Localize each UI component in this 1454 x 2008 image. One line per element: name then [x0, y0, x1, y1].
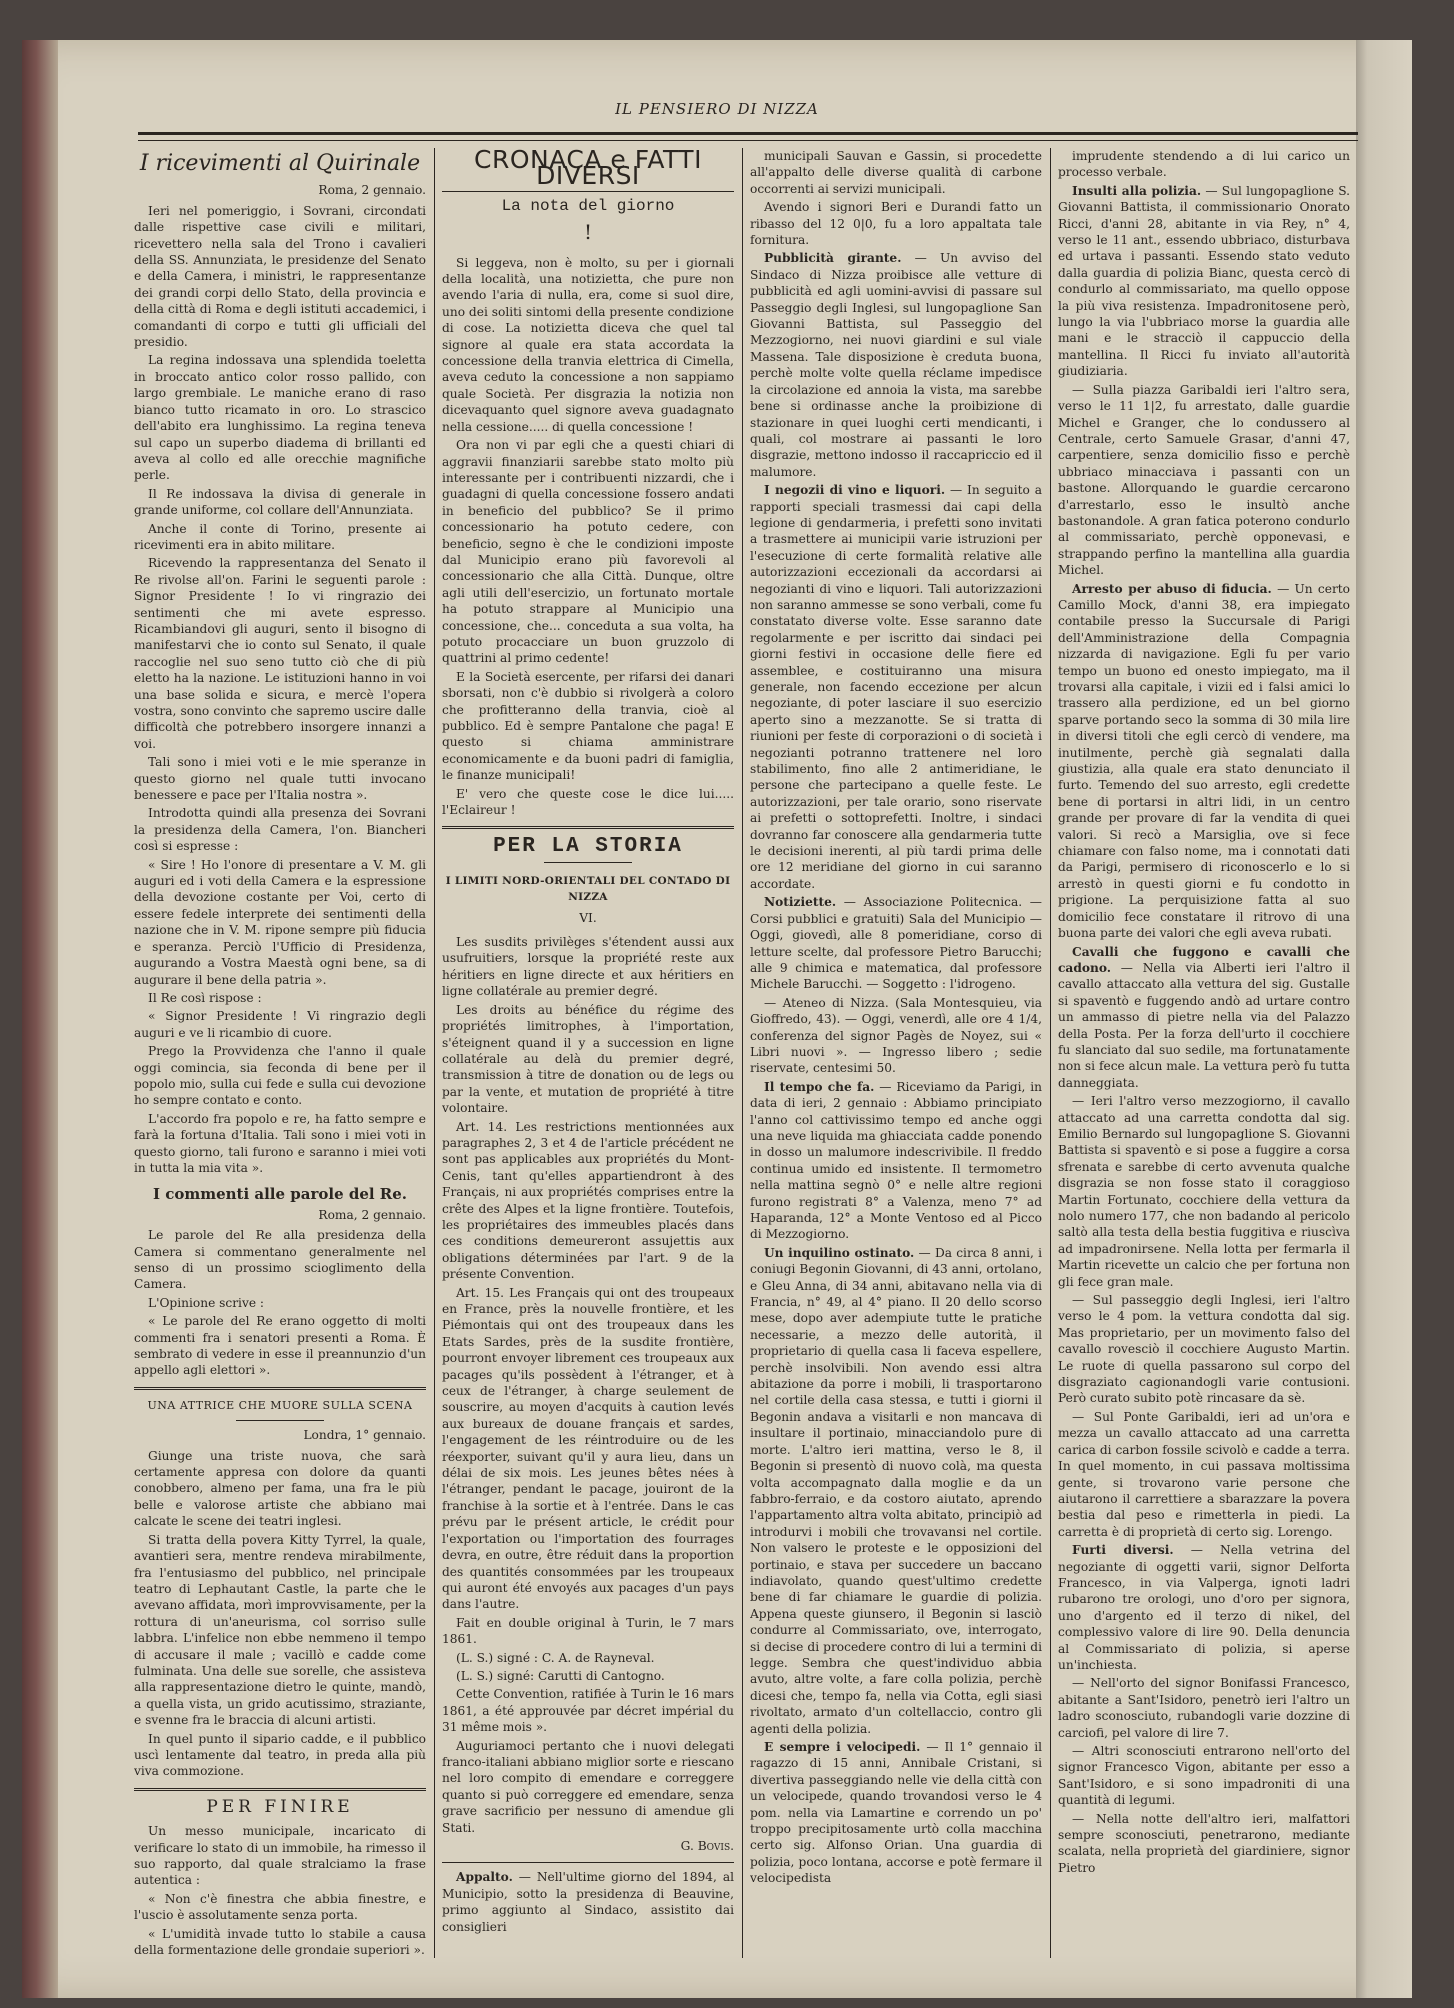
column-3 [750, 148, 1042, 1958]
article-body [134, 1448, 426, 1780]
article-subtitle: I LIMITI NORD-ORIENTALI DEL CONTADO DI NIZZA [445, 874, 731, 904]
news-item [1058, 1409, 1350, 1540]
item-text: — Ieri l'altro verso mezzogiorno, il cavallo attaccato ad una carretta condotta dal sig. Emilio Bernardo sul lungopaglione S. Giovanni Battista si spaventò e si pose a fuggire a corsa sfrenata e sarebbe di certo avvenuta qualche disgrazia se non fosse stato il coraggioso Martin Fortunato, cocchiere della vettura da nolo numero 177, che non badando al pericolo saltò alla testa della bestia fuggitiva e riuscìva ad impadronirsene. Nella lotta per fermarla il Martin ricevette un calcio che per fortuna non gli fece gran male. [1058, 1094, 1350, 1289]
paragraph: « Non c'è finestra che abbia finestre, e l'uscio è assolutamente senza porta. [134, 1891, 426, 1923]
paragraph: In quel punto il sipario cadde, e il pubblico uscì lentamente dal teatro, in preda alla più viva commozione. [134, 1731, 426, 1779]
news-item [750, 1739, 1042, 1887]
paragraph: « L'umidità invade tutto lo stabile a causa della formentazione delle grondaie superiori ». [134, 1926, 426, 1958]
item-text: — Da circa 8 anni, i coniugi Begonin Giovanni, di 43 anni, ortolano, e Gleu Anna, di 34 anni, abitavano nella via di Francia, n° 49, al 4° piano. Il 20 dello scorso mese, dopo aver adempiute tutte le pratiche necessarie, a mezzo delle autorità, il proprietario di quella casa li faceva espellere, perchè insolvibili. Non avendo essi altra abitazione da porre i mobili, li trasportarono nel cortile della casa stessa, e tutti i giorni il Begonin andava a visitarli e non mancava di insultare il portinaio, minacciandolo pure di morte. L'altro ieri mattina, verso le 8, il Begonin si presentò di nuovo colà, ma questa volta accompagnato dalla moglie e da un fabbro-ferraio, e da costoro aiutato, aprendo l'appartamento altra volta abitato, principiò ad introdurvi i mobili che trovavansi nel cortile. Non valsero le proteste e le opposizioni del portinaio, e stava per succedere un baccano indiavolato, quando quest'ultimo credette bene di far chiamare le guardie di polizia. Appena queste giunsero, il Begonin si lasciò condurre al Commissariato, ove, interrogato, si decise di procedere contro di lui a termini di legge. Sembra che quest'individuo abbia avuto, altre volte, a fare colla polizia, perchè dicesi che, tempo fa, nella via Cotta, egli siasi rivoltato, armato d'un coltellaccio, contro gli agenti della polizia. [750, 1245, 1042, 1736]
paragraph: « Signor Presidente ! Vi ringrazio degli auguri e ve li ricambio di cuore. [134, 1009, 426, 1040]
article-body [1058, 148, 1350, 181]
item-text: — Nella via Alberti ieri l'altro il cavallo attaccato alla vettura del sig. Gustalle si spaventò e fuggendo andò ad urtare contro un ammasso di pietre nella via del Palazzo della Posta. Per la forza dell'urto il cocchiere fu slanciato dal suo sedile, ma fortunatamente non si fece alcun male. La vettura però fu tutta danneggiata. [1058, 960, 1350, 1090]
item-lead: Furti diversi. [1072, 1543, 1174, 1558]
paragraph: Un messo municipale, incaricato di verificare lo stato di un immobile, ha rimesso il suo rapporto, dal quale stralciamo la frase autentica : [134, 1824, 426, 1888]
dateline: Roma, 2 gennaio. [318, 1207, 426, 1222]
item-text: — Altri sconosciuti entrarono nell'orto del signor Francesco Vigon, abitante per esso a Sant'Isidoro, e si sono impadroniti di una quantità di legumi. [1058, 1744, 1350, 1808]
paragraph: Il Re indossava la divisa di generale in grande uniforme, col collare dell'Annunziata. [134, 486, 426, 518]
item-text: — Un certo Camillo Mock, d'anni 38, era impiegato contabile presso la Succursale di Parigi dell'Amministrazione della Compagnia nizzarda di navigazione. Egli fu per vario tempo un buono ed onesto impiegato, ma il trovarsi alla capitale, i vizii ed i falsi amici lo trassero alla perdizione, ed un bel giorno sparve portando seco la somma di 30 mila lire in diversi titoli che egli cercò di vendere, ma inutilmente, perchè già segnalati dalla giustizia, alla quale era stato denunciato il furto. Temendo del suo arresto, egli credette bene di portarsi in altri lidi, in un centro grande per provare di far la vendita di quei valori. Si recò a Marsiglia, ove si fece chiamare con falso nome, ma i connotati dati da Parigi, permisero di riconoscerlo e lo si arrestò in questi giorni e fu condotto in prigione. La perquisizione fatta al suo domicilio fece constatare il ritrovo di una buona parte dei valori che egli aveva rubati. [1058, 581, 1350, 941]
item-text: — Nell'orto del signor Bonifassi Francesco, abitante a Sant'Isidoro, penetrò ieri l'altro un ladro sconosciuto, rubandogli varie dozzine di carciofi, pel valore di lire 7. [1058, 1676, 1350, 1740]
title-rule [544, 862, 632, 863]
item-text: — Il 1° gennaio il ragazzo di 15 anni, Annibale Cristani, si divertiva passeggiando nelle vie della città con un velocipede, quando trovandosi verso le 4 pom. nella via Lamartine e correndo un po' troppo precipitosamente urtò colla macchina certo sig. Alfonso Orian. Una guardia di polizia, poco lontana, accorse e potè fermare il velocipedista [750, 1740, 1042, 1886]
binding-spine [22, 40, 58, 1998]
news-item [750, 250, 1042, 480]
item-text: — Nella notte dell'altro ieri, malfattori sempre sconosciuti, penetrarono, mediante scalata, nella proprietà del giardiniere, signor Pietro [1058, 1811, 1350, 1875]
section-rule [134, 1788, 426, 1791]
item-text: — Riceviamo da Parigi, in data di ieri, 2 gennaio : Abbiamo principiato l'anno col cattivissimo tempo ed anche oggi una neve liquida ma ghiacciata cadde ponendo in dosso un malumore indescrivibile. Il freddo continua umido ed insistente. Il termometro nella mattina segnò 0° e nelle altre regioni furono registrati 8° a Valenza, meno 7° ad Haparanda, 12° a Monte Ventoso ed al Picco di Mezzogiorno. [750, 1079, 1042, 1242]
item-lead: I negozii di vino e liquori. [764, 483, 946, 498]
part-number: VI. [579, 910, 597, 925]
section-rule [134, 1387, 426, 1390]
paragraph: Les susdits privilèges s'étendent aussi aux usufruitiers, lorsque la propriété reste aux héritiers en ligne directe et aux héritiers en ligne collatérale au premier degré. [442, 935, 734, 999]
item-lead: Pubblicità girante. [764, 251, 902, 266]
article-title: UNA ATTRICE CHE MUORE SULLA SCENA [147, 1398, 413, 1412]
item-lead: Insulti alla polizia. [1072, 183, 1202, 198]
news-item [750, 482, 1042, 892]
item-text: — Nell'ultime giorno del 1894, al Municipio, sotto la presidenza di Beauvine, primo aggiunto al Sindaco, assistito dai consiglieri [442, 1870, 734, 1934]
paragraph: Le parole del Re alla presidenza della Camera si commentano generalmente nel senso di un prossimo scioglimento della Camera. [134, 1228, 426, 1292]
paragraph: E' vero che queste cose le dice lui..... l'Eclaireur ! [442, 786, 734, 818]
paragraph: Ieri nel pomeriggio, i Sovrani, circondati dalle rispettive case civili e militari, ricevettero nella sala del Trono i cavalieri della SS. Annunziata, le presidenze del Senato e della Camera, i ministri, le rappresentanze dei grandi corpi dello Stato, della provincia e della città di Roma e degli istituti accademici, i comandanti di corpo e tutti gli ufficiali del presidio. [134, 203, 426, 350]
paragraph: imprudente stendendo a di lui carico un processo verbale. [1058, 149, 1350, 180]
paragraph: Prego la Provvidenza che l'anno il quale oggi comincia, sia feconda di bene per il popolo mio, sulla cui fede e sulla cui devozione ho sempre contato e conto. [134, 1044, 426, 1108]
column-rule [434, 148, 435, 1958]
item-lead: Il tempo che fa. [764, 1079, 875, 1094]
paragraph: Art. 15. Les Français qui ont des troupeaux en France, près la nouvelle frontière, et les Piémontais qui ont des troupeaux dans les Etats Sardes, près de la susdite frontière, pourront envoyer librement ces troupeaux aux pacages qu'ils possèdent à l'étranger, et à ceux de l'étranger, à charge seulement de souscrire, au moyen d'acquits à caution levés aux bureaux de douane français et sardes, l'engagement de les réintroduire ou de les réexporter, suivant qu'il y aura lieu, dans un délai de six mois. Les jeunes bêtes nées à l'étranger, pendant le pacage, jouiront de la franchise à la sortie et à l'entrée. Dans le cas prévu par le présent article, le crédit pour l'exportation ou l'importation des fourrages devra, en outre, être réduit dans la proportion des quantités consommées par les troupeaux qui auront été envoyés aux pacages d'un pays dans l'autre. [442, 1285, 734, 1612]
paragraph: Ricevendo la rappresentanza del Senato il Re rivolse all'on. Farini le seguenti parole : Signor Presidente ! Io vi ringrazio dei sentimenti che mi avete espresso. Ricambiandovi gli auguri, sento il bisogno di manifestarvi che io conto sul Senato, il quale raccoglie nel suo seno tutto ciò che di più eletto ha la nazione. Le istituzioni hanno in voi una base solida e sicura, e mercè l'opera vostra, sono convinto che sapremo uscire dalle difficoltà che potrebbero insorgere innanzi a voi. [134, 556, 426, 751]
article-body [134, 1823, 426, 1958]
paragraph: (L. S.) signé: Carutti di Cantogno. [456, 1668, 665, 1683]
article-title: I ricevimenti al Quirinale [139, 151, 421, 176]
news-item [750, 1079, 1042, 1243]
paragraph: E la Società esercente, per rifarsi dei danari sborsati, non c'è dubbio si rivolgerà a coloro che profitteranno della tranvia, cioè al pubblico. Ed è sempre Pantalone che paga! E questo si chiama amministrare economicamente e da buoni padri di famiglia, le finanze municipali! [442, 669, 734, 783]
news-item [1058, 1292, 1350, 1407]
item-text: — In seguito a rapporti speciali trasmessi dai capi della legione di gendarmeria, i prefetti sono invitati a trasmettere ai municipii varie istruzioni per l'esecuzione di certe formalità relative alle autorizzazioni eccezionali da accordarsi ai negozianti di vino e liquori. Tali autorizzazioni non saranno ammesse se sono verbali, come fu constatato diverse volte. Esse saranno date regolarmente e per iscritto dai sindaci pei giorni festivi in occasione delle fiere ed assemblee, e costituiranno una misura generale, non facendo eccezione per alcun negoziante, di poter lasciare il suo esercizio aperto sino a mezzanotte. Se si tratta di riunioni per feste di corporazioni o di società i negozianti potranno trattenere nel loro stabilimento, fino alle 2 antimeridiane, le persone che partecipano a quelle feste. Le autorizzazioni, per tale orario, sono riservate ai prefetti o sottoprefetti. Inoltre, i sindaci dovranno far conoscere alla gendarmeria tutte le decisioni inerenti, al più tardi prima delle ore 12 meridiane del giorno in cui saranno accordate. [750, 483, 1042, 891]
news-items [750, 250, 1042, 1886]
paragraph: « Le parole del Re erano oggetto di molti commenti fra i senatori presenti a Roma. È sembrato di vedere in esse il preannunzio d'un appello agli elettori ». [134, 1314, 426, 1378]
column-1 [134, 148, 426, 1958]
paragraph: (L. S.) signé : C. A. de Rayneval. [456, 1650, 655, 1665]
news-item [750, 995, 1042, 1077]
dateline: Londra, 1° gennaio. [303, 1428, 426, 1443]
item-text: — Ateneo di Nizza. (Sala Montesquieu, via Gioffredo, 43). — Oggi, venerdì, alle ore 4 1/4, conferenza del signor Pagès de Noyez, sui « Libri nuovi ». — Ingresso libero ; sedie riservate, centesimi 50. [750, 995, 1042, 1076]
news-item [750, 894, 1042, 992]
paragraph: Art. 14. Les restrictions mentionnées aux paragraphes 2, 3 et 4 de l'article précédent ne sont pas applicables aux propriétés du Mont-Cenis, tant qu'elles appartiendront à des Français, ni aux propriétés comprises entre la crête des Alpes et la ligne frontière. Toutefois, les propriétaires des immeubles placés dans ces conditions demeureront assujettis aux obligations déterminées par l'art. 9 de la présente Convention. [442, 1119, 734, 1282]
paragraph: Cette Convention, ratifiée à Turin le 16 mars 1861, a été approuvée par décret impérial du 31 même mois ». [442, 1687, 734, 1735]
paragraph: municipali Sauvan e Gassin, si procedette all'appalto delle diverse qualità di carbone occorrenti ai servizi municipali. [750, 149, 1042, 196]
column-rule [1050, 148, 1051, 1958]
article-body [134, 203, 426, 1177]
item-text: — Sul lungopaglione S. Giovanni Battista, il commissionario Onorato Ricci, d'anni 28, abitante in via Rey, n° 4, verso le 11 ant., essendo ubbriaco, disturbava ed urtava i passanti. Essendo stato veduto dalla guardia di polizia Bianc, questa cercò di condurlo al commissariato, ma quello oppose la più viva resistenza. Impadronitosene però, lungo la via l'ubbriaco morse la guardia alle mani e le stracciò il cappuccio della mantellina. Il Ricci fu inviato all'autorità giudiziaria. [1058, 183, 1350, 379]
paragraph: Giunge una triste nuova, che sarà certamente appresa con dolore da quanti conobbero, almeno per fama, una fra le più belle e valorose artiste che abbiano mai calcate le scene dei teatri inglesi. [134, 1448, 426, 1529]
news-item [1058, 1743, 1350, 1809]
column-4 [1058, 148, 1350, 1958]
news-items [1058, 183, 1350, 1876]
section-title: CRONACA e FATTI DIVERSI [474, 148, 702, 191]
paragraph: Si tratta della povera Kitty Tyrrel, la quale, avantieri sera, mentre rendeva mirabilmente, fra l'entusiasmo del pubblico, nel principale teatro di Lephautant Castle, la parte che le avevano affidata, morì improvvisamente, per la rottura di un'aneurisma, col sorriso sulle labbra. L'infelice non ebbe nemmeno il tempo di accusare il male ; vacillò e cadde come fulminata. Una delle sue sorelle, che assisteva alla rappresentazione dietro le quinte, mandò, a quella vista, un grido acutissimo, straziante, e svenne fra le braccia di alcuni artisti. [134, 1532, 426, 1728]
article-title: I commenti alle parole del Re. [152, 1185, 408, 1204]
exclamation-mark: ! [583, 220, 593, 245]
paragraph: Ora non vi par egli che a questi chiari di aggravii finanziarii sarebbe stato molto più interessante per i contribuenti nizzardi, che i guadagni di quella concessione fossero andati in beneficio del pubblico? Se il primo concessionario ha potuto cedere, con beneficio, segno è che le condizioni imposte dal Municipio erano più favorevoli al concessionario che alla Città. Dunque, oltre agli utili dell'esercizio, un fortunato mortale ha potuto strappare al Municipio una concessione, che... conceduta a sua volta, ha potuto procacciare un buon gruzzolo di quattrini al primo cedente! [442, 438, 734, 666]
article-title: PER LA STORIA [493, 835, 683, 859]
paragraph: Si leggeva, non è molto, su per i giornali della località, una notizietta, che pure non avendo l'aria di nulla, era, come si suol dire, uno dei soliti sintomi della presente condizione di cose. La notizietta diceva che quel tal signore al quale era stata accordata la concessione della tranvia elettrica di Cimella, aveva ceduto la concessione a non sappiamo quale Società. Per disgrazia la notizia non dicevaquanto quel signore aveva guadagnato nella cessione..... di quella concessione ! [442, 255, 734, 434]
item-text: — Sul passeggio degli Inglesi, ieri l'altro verso le 4 pom. la vettura condotta dal sig. Mas proprietario, per un movimento falso del cavallo rovesciò il cocchiere Augusto Martin. Le ruote di quella passarono sul corpo del disgraziato cagionandogli varie contusioni. Però curato subito potè rincasare da sè. [1058, 1293, 1350, 1406]
column-rule [742, 148, 743, 1958]
paragraph: Anche il conte di Torino, presente ai ricevimenti era in abito militare. [134, 521, 426, 552]
item-lead: Appalto. [456, 1870, 513, 1885]
section-rule [442, 826, 734, 829]
news-item [1058, 944, 1350, 1092]
title-rule [442, 191, 734, 192]
paragraph: Introdotta quindi alla presenza dei Sovrani la presidenza della Camera, l'on. Biancheri così si espresse : [134, 806, 426, 854]
item-text: — Sulla piazza Garibaldi ieri l'altro sera, verso le 11 1|2, fu arrestato, dalle guardie Michel e Granger, che lo condussero al Centrale, certo Samuele Grasar, d'anni 47, carpentiere, senza domicilio fisso e perchè ubbriaco minacciava i passanti con un bastone. Allorquando le guardie cercarono d'arrestarlo, esso le insultò anche bastonandole. A gran fatica poterono condurlo al commissariato, perchè opponevasi, e strappando perfino la mantellina alla guardia Michel. [1058, 382, 1350, 578]
item-text: — Sul Ponte Garibaldi, ieri ad un'ora e mezza un cavallo attaccato ad una carretta carica di carbon fossile scivolò e cadde a terra. In quel momento, in cui passava moltissima gente, si trovarono varie persone che aiutarono il carrettiere a sbarazzare la povera bestia dal peso e rimetterla in piedi. La carretta è di proprietà di certo sig. Lorengo. [1058, 1409, 1350, 1539]
title-rule [236, 1420, 324, 1421]
item-lead: Notiziette. [764, 895, 837, 910]
newspaper-page [22, 40, 1412, 1998]
item-lead: Arresto per abuso di fiducia. [1072, 581, 1272, 596]
adjacent-page-edge [1356, 40, 1412, 1998]
news-item [1058, 1811, 1350, 1877]
paragraph: Il Re così rispose : [148, 990, 262, 1005]
news-item [750, 1245, 1042, 1737]
news-item [442, 1869, 734, 1935]
paragraph: La regina indossava una splendida toeletta in broccato antico color rosso pallido, con largo grembiale. Le maniche erano di raso bianco tutto ricamato in oro. Lo strascico dell'abito era lunghissimo. La regina teneva sul capo un superbo diadema di brillanti ed aveva al collo ed alle orecchie magnifiche perle. [134, 353, 426, 483]
item-text: — Un avviso del Sindaco di Nizza proibisce alle vetture di pubblicità ed agli uomini-avvisi di passare sul Passeggio degli Inglesi, sul lungopaglione San Giovanni Battista, sul Passeggio del Mezzogiorno, nei nuovi giardini e sul viale Massena. Tale disposizione è creduta buona, perchè molte volte quella réclame impedisce la circolazione ed annoia la vista, ma sarebbe bene si ordinasse anche la proibizione di stazionare in quei luoghi certi mendicanti, i quali, col mostrare ai passanti le loro disgrazie, mettono indosso il raccapriccio ed il malumore. [750, 251, 1042, 479]
signature: G. Bovis. [680, 1839, 734, 1853]
article-body [442, 255, 734, 819]
header-rule [138, 132, 1358, 141]
dateline: Roma, 2 gennaio. [318, 183, 426, 198]
news-item [1058, 183, 1350, 380]
paragraph: Avendo i signori Beri e Durandi fatto un ribasso del 12 0|0, fu a loro appaltata tale fornitura. [750, 200, 1042, 248]
running-head: IL PENSIERO DI NIZZA [615, 100, 819, 118]
article-body [750, 148, 1042, 248]
news-item [1058, 382, 1350, 579]
article-body [442, 934, 734, 1836]
news-item [1058, 1675, 1350, 1741]
paragraph: Les droits au bénéfice du régime des propriétés limitrophes, à l'importation, s'éteignent quand il y a succession en ligne collatérale au delà du premier degré, transmission à titre de donation ou de legs ou par la vente, et mutation de propriété à titre volontaire. [442, 1002, 734, 1116]
paragraph: Tali sono i miei voti e le mie speranze in questo giorno nel quale tutti invocano benessere e pace per l'Italia nostra ». [134, 755, 426, 803]
item-lead: E sempre i velocipedi. [764, 1740, 921, 1754]
paragraph: L'Opinione scrive : [148, 1295, 265, 1310]
paragraph: Auguriamoci pertanto che i nuovi delegati franco-italiani abbiano miglior sorte e riescano nel loro compito di emendare e correggere quanto si può correggere ed emendare, senza grave sacrificio per nessuno di amendue gli Stati. [442, 1738, 734, 1835]
item-lead: Un inquilino ostinato. [764, 1245, 915, 1260]
article-title: PER FINIRE [206, 1796, 354, 1817]
article-body [134, 1227, 426, 1379]
paragraph: « Sire ! Ho l'onore di presentare a V. M. gli auguri ed i voti della Camera e la espressione della devozione costante per Voi, certo di essere fedele interprete dei sentimenti della nazione che in V. M. ripone sempre più fiducia e speranza. Perciò l'Ufficio di Presidenza, augurando a Vostra Maestà ogni bene, sa di augurare il bene della patria ». [134, 857, 426, 987]
paragraph: L'accordo fra popolo e re, ha fatto sempre e farà la fortuna d'Italia. Tali sono i miei voti in questo giorno, tali furono e saranno i miei voti in tutta la mia vita ». [134, 1111, 426, 1175]
section-subtitle: La nota del giorno [501, 196, 675, 215]
news-item [1058, 1542, 1350, 1673]
item-text: — Associazione Politecnica. — Corsi pubblici e gratuiti) Sala del Municipio — Oggi, giovedì, alle 8 pomeridiane, corso di letture scelte, dal professore Pietro Barucchi; alle 9 chimica e matematica, dal professore Michele Barucchi. — Soggetto : l'idrogeno. [750, 895, 1042, 992]
paragraph: Fait en double original à Turin, le 7 mars 1861. [442, 1615, 734, 1647]
column-2 [442, 148, 734, 1958]
news-item [1058, 1093, 1350, 1290]
item-text: — Nella vetrina del negoziante di oggetti varii, signor Delforta Francesco, in via Valperga, ignoti ladri rubarono tre orologi, uno d'oro per signora, uno d'argento ed il terzo di nikel, del complessivo valore di lire 90. Della denuncia al Commissariato di polizia, si aperse un'inchiesta. [1058, 1543, 1350, 1672]
item-lead: Cavalli che fuggono e cavalli che cadono. [1058, 944, 1350, 975]
news-item [1058, 581, 1350, 942]
section-rule [442, 1862, 734, 1863]
